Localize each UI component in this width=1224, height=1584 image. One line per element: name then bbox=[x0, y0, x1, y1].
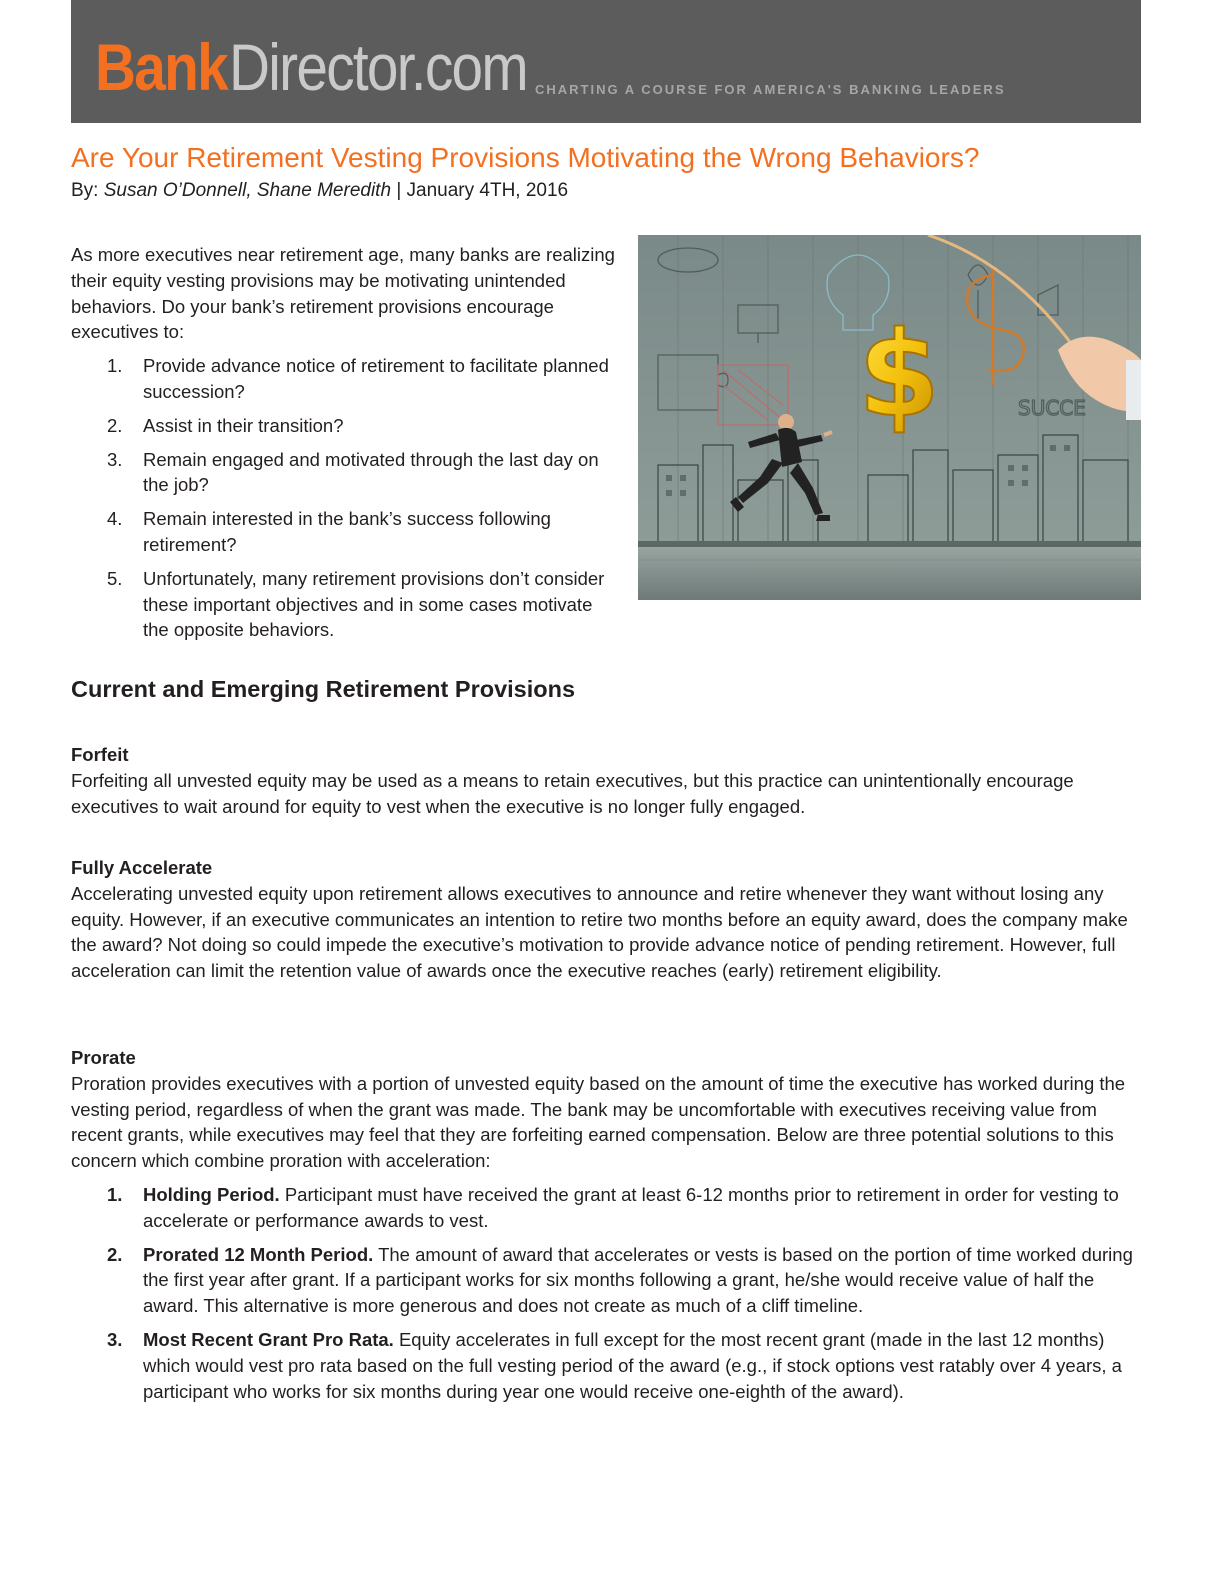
list-text: Equity accelerates in full except for the most recent grant (made in the last 12 months) which would vest pro rata based on the full vesting period of the award (e.g., if stock options vest ratably over 4 years, a participant who works for six months during year one would receive one-eighth of the award). bbox=[143, 1328, 1122, 1402]
list-text: Remain engaged and motivated through the last day on the job? bbox=[143, 448, 599, 496]
list-item bbox=[71, 566, 616, 643]
list-text: Remain interested in the bank’s success following retirement? bbox=[143, 508, 551, 555]
list-label: Prorated 12 Month Period. bbox=[143, 1243, 374, 1265]
article-photo bbox=[638, 235, 1141, 600]
list-item bbox=[71, 1182, 1141, 1234]
list-number: 2. bbox=[107, 1243, 123, 1265]
intro-section bbox=[71, 242, 616, 651]
list-item bbox=[71, 506, 616, 558]
prorate-section bbox=[71, 1045, 1141, 1412]
article-date: January 4TH, 2016 bbox=[406, 180, 569, 201]
prorate-heading: Prorate bbox=[71, 1047, 136, 1068]
list-number: 1. bbox=[107, 355, 123, 377]
by-label: By: bbox=[71, 180, 99, 201]
list-item bbox=[71, 447, 616, 499]
accelerate-heading: Fully Accelerate bbox=[71, 857, 213, 878]
bankdirector-logo[interactable] bbox=[95, 30, 527, 104]
list-number: 2. bbox=[107, 414, 123, 436]
list-number: 5. bbox=[107, 567, 123, 589]
list-text: Assist in their transition? bbox=[143, 414, 344, 436]
site-banner bbox=[71, 0, 1141, 123]
logo-director-text: Director.com bbox=[229, 30, 527, 104]
intro-list bbox=[71, 353, 616, 643]
intro-paragraph: As more executives near retirement age, many banks are realizing their equity vesting provisions may be motivating unintended behaviors. Do your bank’s retirement provisions encourage executives to: bbox=[71, 244, 615, 343]
article-title: Are Your Retirement Vesting Provisions Motivating the Wrong Behaviors? bbox=[71, 142, 980, 173]
list-text: Provide advance notice of retirement to facilitate planned succession? bbox=[143, 355, 609, 402]
site-tagline: CHARTING A COURSE FOR AMERICA'S BANKING LEADERS bbox=[535, 82, 1006, 97]
list-number: 1. bbox=[107, 1183, 123, 1205]
list-number: 3. bbox=[107, 448, 123, 470]
prorate-list bbox=[71, 1182, 1141, 1404]
list-text: Participant must have received the grant at least 6-12 months prior to retirement in order for vesting to accelerate or performance awards to vest. bbox=[143, 1183, 1119, 1231]
list-label: Most Recent Grant Pro Rata. bbox=[143, 1328, 394, 1350]
list-number: 3. bbox=[107, 1328, 123, 1350]
accelerate-section bbox=[71, 855, 1141, 984]
article-byline bbox=[71, 180, 568, 202]
list-item bbox=[71, 1242, 1141, 1319]
logo-bank-text: Bank bbox=[95, 30, 227, 104]
list-number: 4. bbox=[107, 508, 123, 530]
article-authors[interactable]: Susan O’Donnell, Shane Meredith bbox=[103, 180, 392, 201]
list-label: Holding Period. bbox=[143, 1183, 280, 1205]
list-item bbox=[71, 353, 616, 405]
list-item bbox=[71, 413, 616, 439]
svg-text:$: $ bbox=[858, 305, 941, 443]
list-text: The amount of award that accelerates or vests is based on the portion of time worked during the first year after grant. If a participant works for six months following a grant, he/she would receive value of half the award. This alternative is more generous and does not create as much of a cliff timeline. bbox=[143, 1243, 1133, 1317]
forfeit-heading: Forfeit bbox=[71, 744, 129, 765]
byline-separator: | bbox=[396, 180, 402, 201]
list-item bbox=[71, 1327, 1141, 1404]
section-heading: Current and Emerging Retirement Provisions bbox=[71, 676, 576, 702]
accelerate-body: Accelerating unvested equity upon retirement allows executives to announce and retire whenever they want without losing any equity. However, if an executive communicates an intention to retire two months before an equity award, does the company make the award? Not doing so could impede the executive’s motivation to provide advance notice of pending retirement. However, full acceleration can limit the retention value of awards once the executive reaches (early) retirement eligibility. bbox=[71, 882, 1128, 982]
businessman-chasing-dollar-illustration bbox=[638, 235, 1141, 600]
forfeit-body: Forfeiting all unvested equity may be used as a means to retain executives, but this practice can unintentionally encourage executives to wait around for equity to vest when the executive is no longer fully engaged. bbox=[71, 769, 1074, 817]
svg-text:SUCCE: SUCCE bbox=[1018, 396, 1086, 420]
list-text: Unfortunately, many retirement provisions don’t consider these important objectives and in some cases motivate the opposite behaviors. bbox=[143, 567, 605, 641]
forfeit-section bbox=[71, 742, 1141, 819]
prorate-body: Proration provides executives with a portion of unvested equity based on the amount of time the executive has worked during the vesting period, regardless of when the grant was made. The bank may be uncomfortable with executives receiving value from recent grants, while executives may feel that they are forfeiting earned compensation. Below are three potential solutions to this concern which combine proration with acceleration: bbox=[71, 1072, 1126, 1172]
